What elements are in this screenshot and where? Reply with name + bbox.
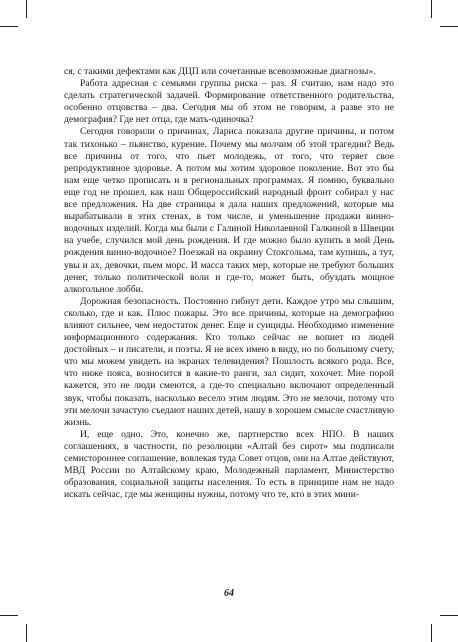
paragraph-continuation: ся, с такими дефектами как ДЦП или сочетанные всевозможные диагнозы». xyxy=(64,66,376,77)
crop-mark-bottom-right-horizontal xyxy=(440,615,458,616)
crop-mark-bottom-left-horizontal xyxy=(0,615,18,616)
page-number: 64 xyxy=(224,588,234,599)
paragraph-risk-families: Работа адресная с семьями группы риска – раз. Я считаю, нам надо это сделать стратегической задачей. Формирование ответственного родительства, особенно отцовства – два. Сегодня мы об этом не говорим, а разве это не демография? Где нет отца, где мать-одиночка? xyxy=(64,78,394,126)
crop-mark-bottom-right-vertical xyxy=(431,624,432,642)
crop-mark-top-right-horizontal xyxy=(440,26,458,27)
crop-mark-top-left-horizontal xyxy=(0,26,18,27)
crop-mark-top-right-vertical xyxy=(431,0,432,18)
page-body-text xyxy=(64,66,394,501)
paragraph-road-safety: Дорожная безопасность. Постоянно гибнут дети. Каждое утро мы слышим, сколько, где и как. Плюс пожары. Это все причины, которые на демографию влияют сильнее, чем недостаток денег. Еще и суициды. Необходимо изменение информационного содержания. Кто только сейчас не вопиет из людей достойных – и писатели, и поэты. Я не всех имею в виду, но по большому счету, что мы можем увидеть на экранах телевидения? Пошлость всякого рода. Все, что ниже пояса, возносится в какие-то ранги, зал сидит, хохочет. Мне порой кажется, это не люди смеются, а где-то специально включают определенный звук, чтобы показать, насколько весело этим людям. Это не мелочи, потому что эти мелочи зачастую съедают наших детей, нашу в хорошем смысле счастливую жизнь. xyxy=(64,295,394,428)
paragraph-causes: Сегодня говорили о причинах, Лариса показала другие причины, и потом так тихонько – пьянство, курение. Почему мы молчим об этой трагедии? Ведь все причины от того, что пьет молодежь, от того, что теряет свое репродуктивное здоровье. А потом мы хотим здоровое поколение. Вот это бы нам еще четко прописать и в региональных программах. Я помню, буквально еще год не прошел, как наш Общероссийский народный фронт собирал у нас все предложения. На две страницы я дала наших предложений, которые мы вырабатывали в этих стенах, в том числе, и уменьшение продажи винно-водочных изделий. Когда мы были с Галиной Николаевной Галкиной в Швеции на учебе, случился мой день рождения. И где можно было купить в мой День рождения винно-водочное? Поезжай на окраину Стокгольма, там купишь, а тут, увы и ах, девочки, пьем морс. И масса таких мер, которые не требуют больших денег, только политической воли и где-то, может быть, обуздать мощное алкогольное лобби. xyxy=(64,126,394,295)
crop-mark-top-left-vertical xyxy=(26,0,27,18)
crop-mark-bottom-left-vertical xyxy=(26,624,27,642)
paragraph-ngo-partnership: И, еще одно. Это, конечно же, партнерство всех НПО. В наших соглашениях, в частности, по резолюции «Алтай без сирот» мы подписали семистороннее соглашение, вовлекая туда Совет отцов, они на Алтае действуют, МВД России по Алтайскому краю, Молодежный парламент, Министерство образования, социальной защиты населения. То есть в принципе нам не надо искать сейчас, где мы женщины нужны, потому что те, кто в этих мини- xyxy=(64,428,394,501)
